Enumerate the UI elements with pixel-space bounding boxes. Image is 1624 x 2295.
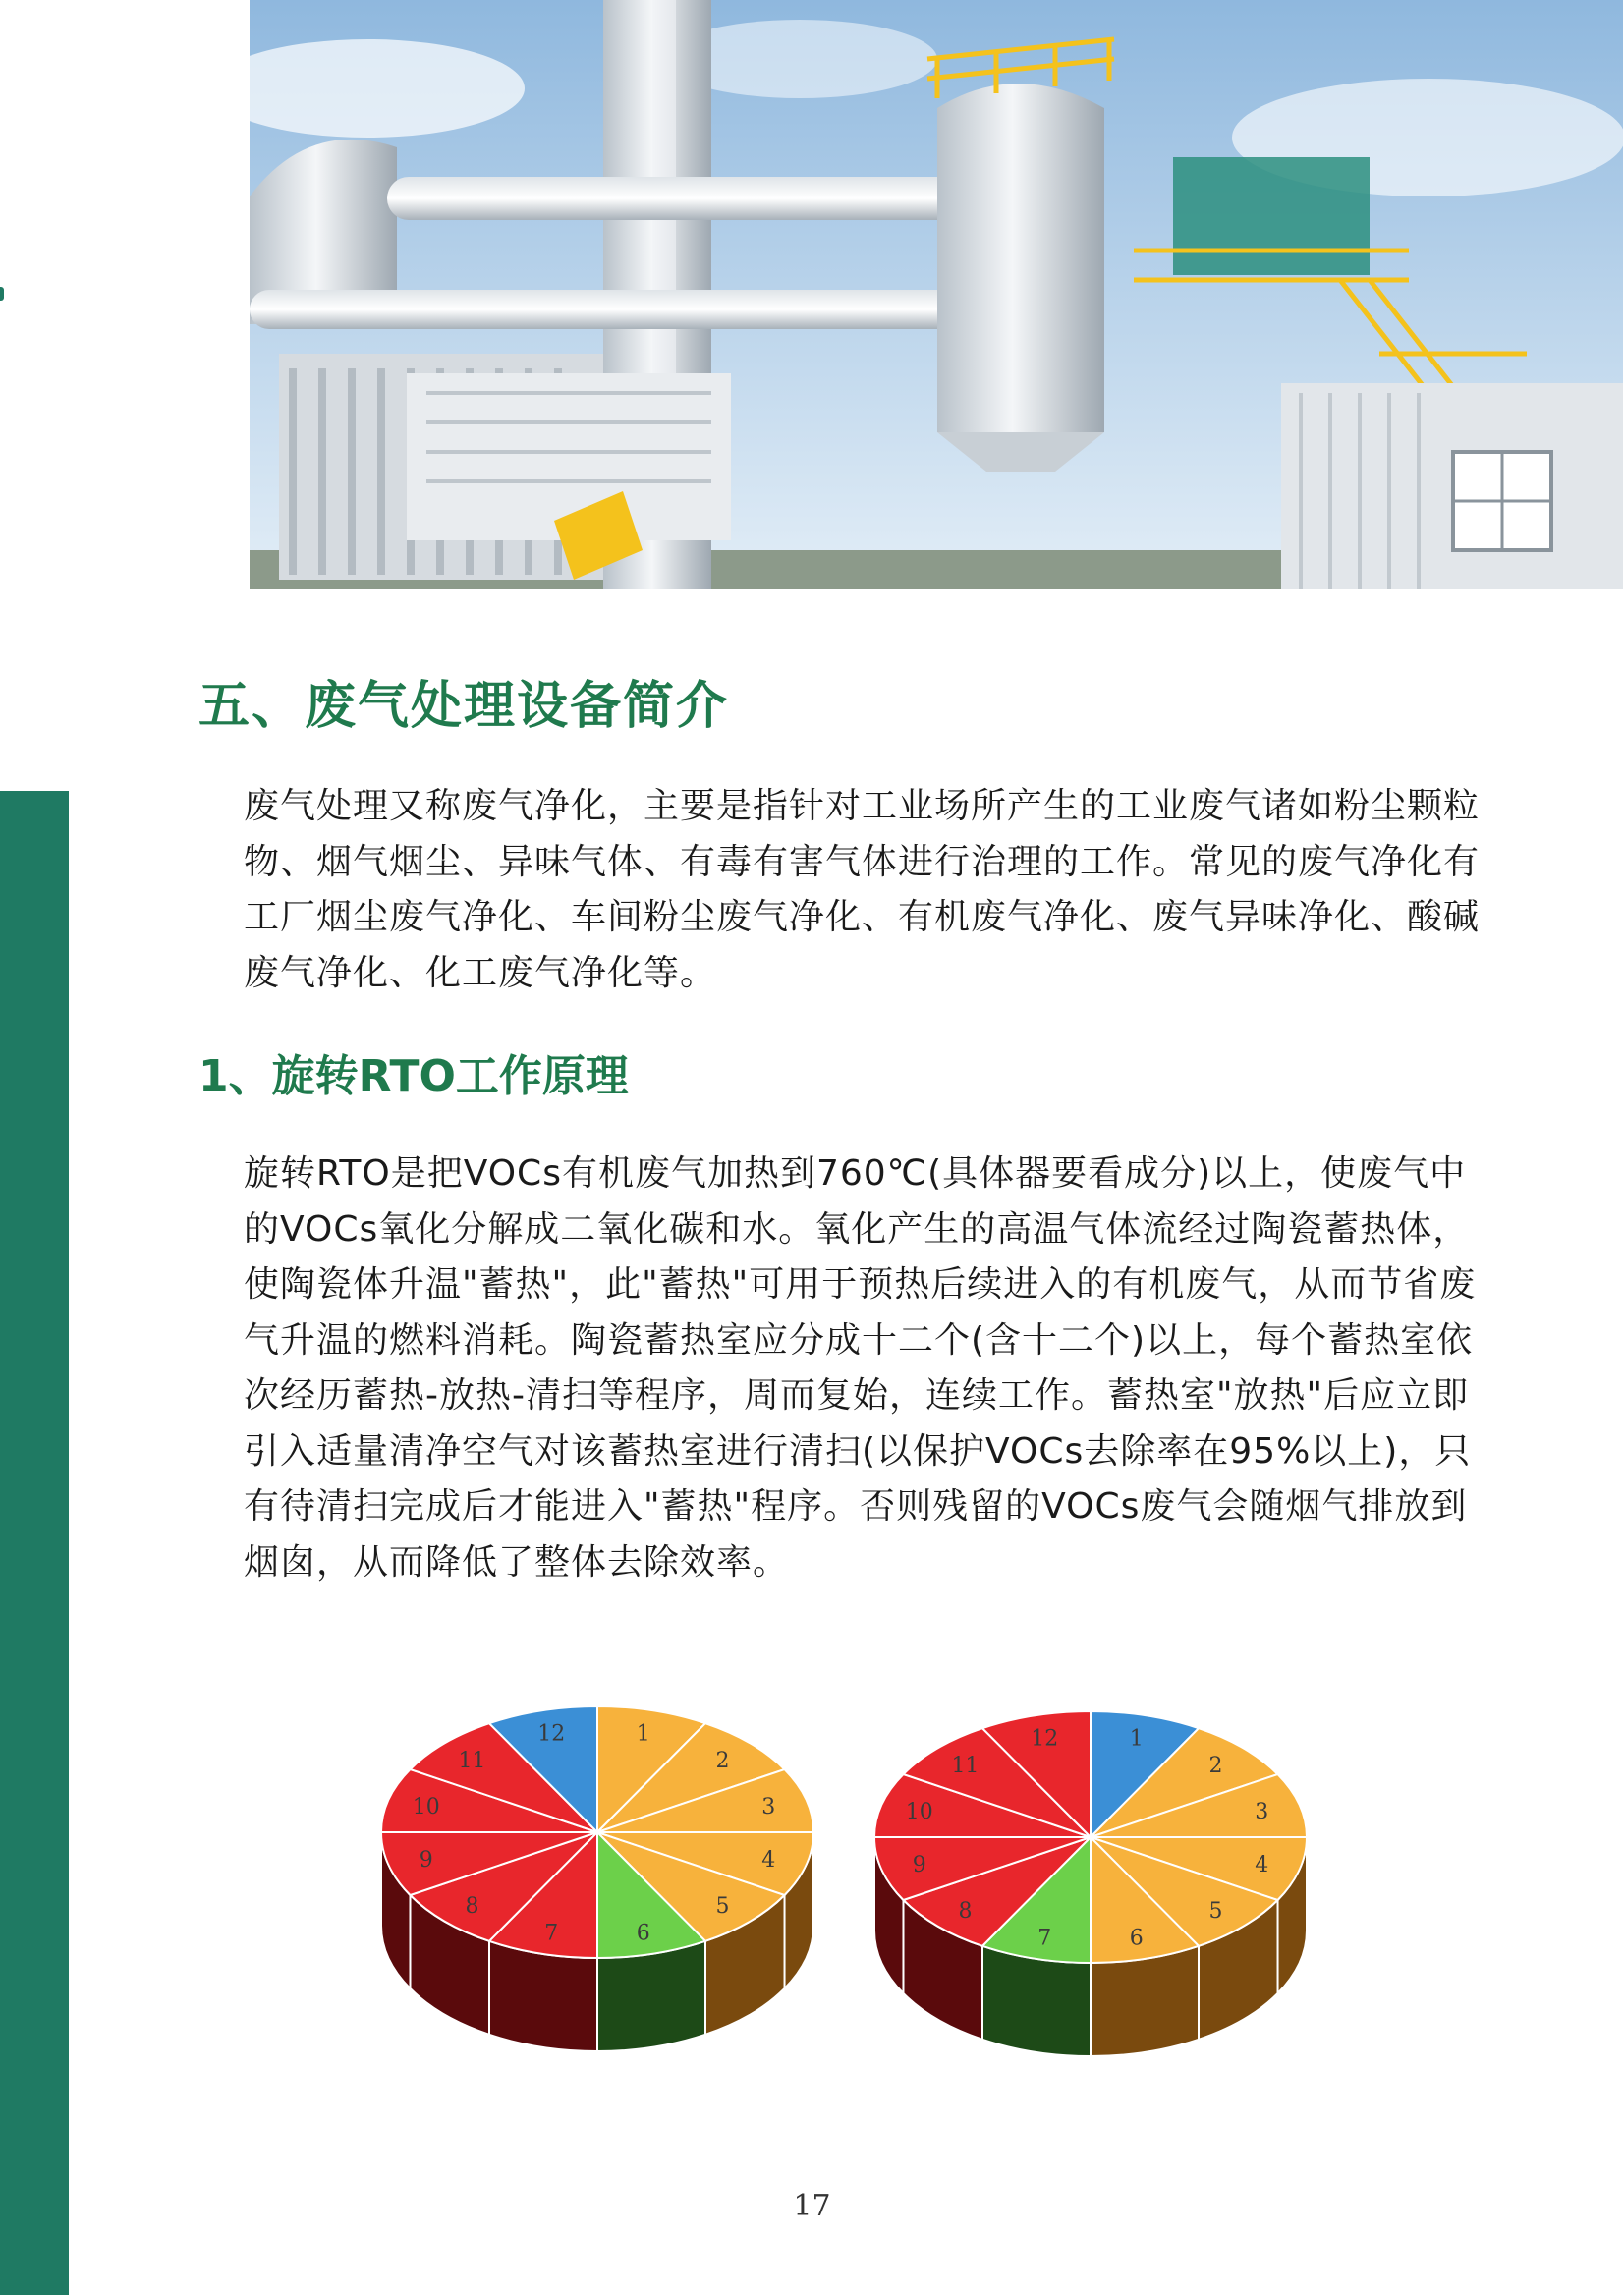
pie1-label-6: 6 [636,1921,650,1946]
pie2-label-9: 9 [912,1853,926,1878]
pie1-label-9: 9 [419,1848,433,1874]
subsection-title: 1、旋转RTO工作原理 [198,1051,629,1101]
pie1-label-8: 8 [465,1894,479,1920]
pie-chart-svg [373,1700,1316,2093]
pie1-label-11: 11 [458,1748,486,1773]
pie2-label-1: 1 [1129,1726,1144,1752]
pie1-label-1: 1 [636,1721,650,1747]
rto-chamber-diagrams [373,1700,1316,2093]
pie2-label-10: 10 [905,1799,933,1824]
pie2-label-12: 12 [1031,1726,1059,1752]
pie1-label-12: 12 [537,1721,566,1747]
pie1-label-2: 2 [715,1748,730,1773]
rto-principle-paragraph: 旋转RTO是把VOCs有机废气加热到760℃(具体器要看成分)以上，使废气中的VOCs氧化分解成二氧化碳和水。氧化产生的高温气体流经过陶瓷蓄热体，使陶瓷体升温"蓄热"，此"蓄热"可用于预热后续进入的有机废气，从而节省废气升温的燃料消耗。陶瓷蓄热室应分成十二个(含十二个)以上，每个蓄热室依次经历蓄热-放热-清扫等程序，周而复始，连续工作。蓄热室"放热"后应立即引入适量清净空气对该蓄热室进行清扫(以保护VOCs去除率在95%以上)，只有待清扫完成后才能进入"蓄热"程序。否则残留的VOCs废气会随烟气排放到烟囱，从而降低了整体去除效率。 [244,1153,1477,1583]
side-bar [0,791,69,2295]
rto-equipment-photo [250,0,1623,589]
pie2-label-7: 7 [1037,1926,1052,1951]
section-title: 五、废气处理设备简介 [198,677,730,736]
pie2-label-8: 8 [958,1899,973,1925]
pie1-label-5: 5 [715,1894,730,1920]
pie2-label-4: 4 [1255,1853,1269,1878]
pie2-label-2: 2 [1208,1753,1223,1778]
intro-paragraph: 废气处理又称废气净化，主要是指针对工业场所产生的工业废气诸如粉尘颗粒物、烟气烟尘、异味气体、有毒有害气体进行治理的工作。常见的废气净化有工厂烟尘废气净化、车间粉尘废气净化、有机废气净化、废气异味净化、酸碱废气净化、化工废气净化等。 [244,786,1481,993]
pie2-label-3: 3 [1255,1799,1269,1824]
pie2-label-11: 11 [951,1753,980,1778]
pie1-label-4: 4 [761,1848,776,1874]
pie1-label-3: 3 [761,1794,776,1819]
pie2-label-6: 6 [1129,1926,1144,1951]
pie1-label-7: 7 [544,1921,559,1946]
pie2-label-5: 5 [1208,1899,1223,1925]
side-dot [0,287,4,301]
page-number: 17 [793,2189,831,2223]
pie1-label-10: 10 [412,1794,440,1819]
